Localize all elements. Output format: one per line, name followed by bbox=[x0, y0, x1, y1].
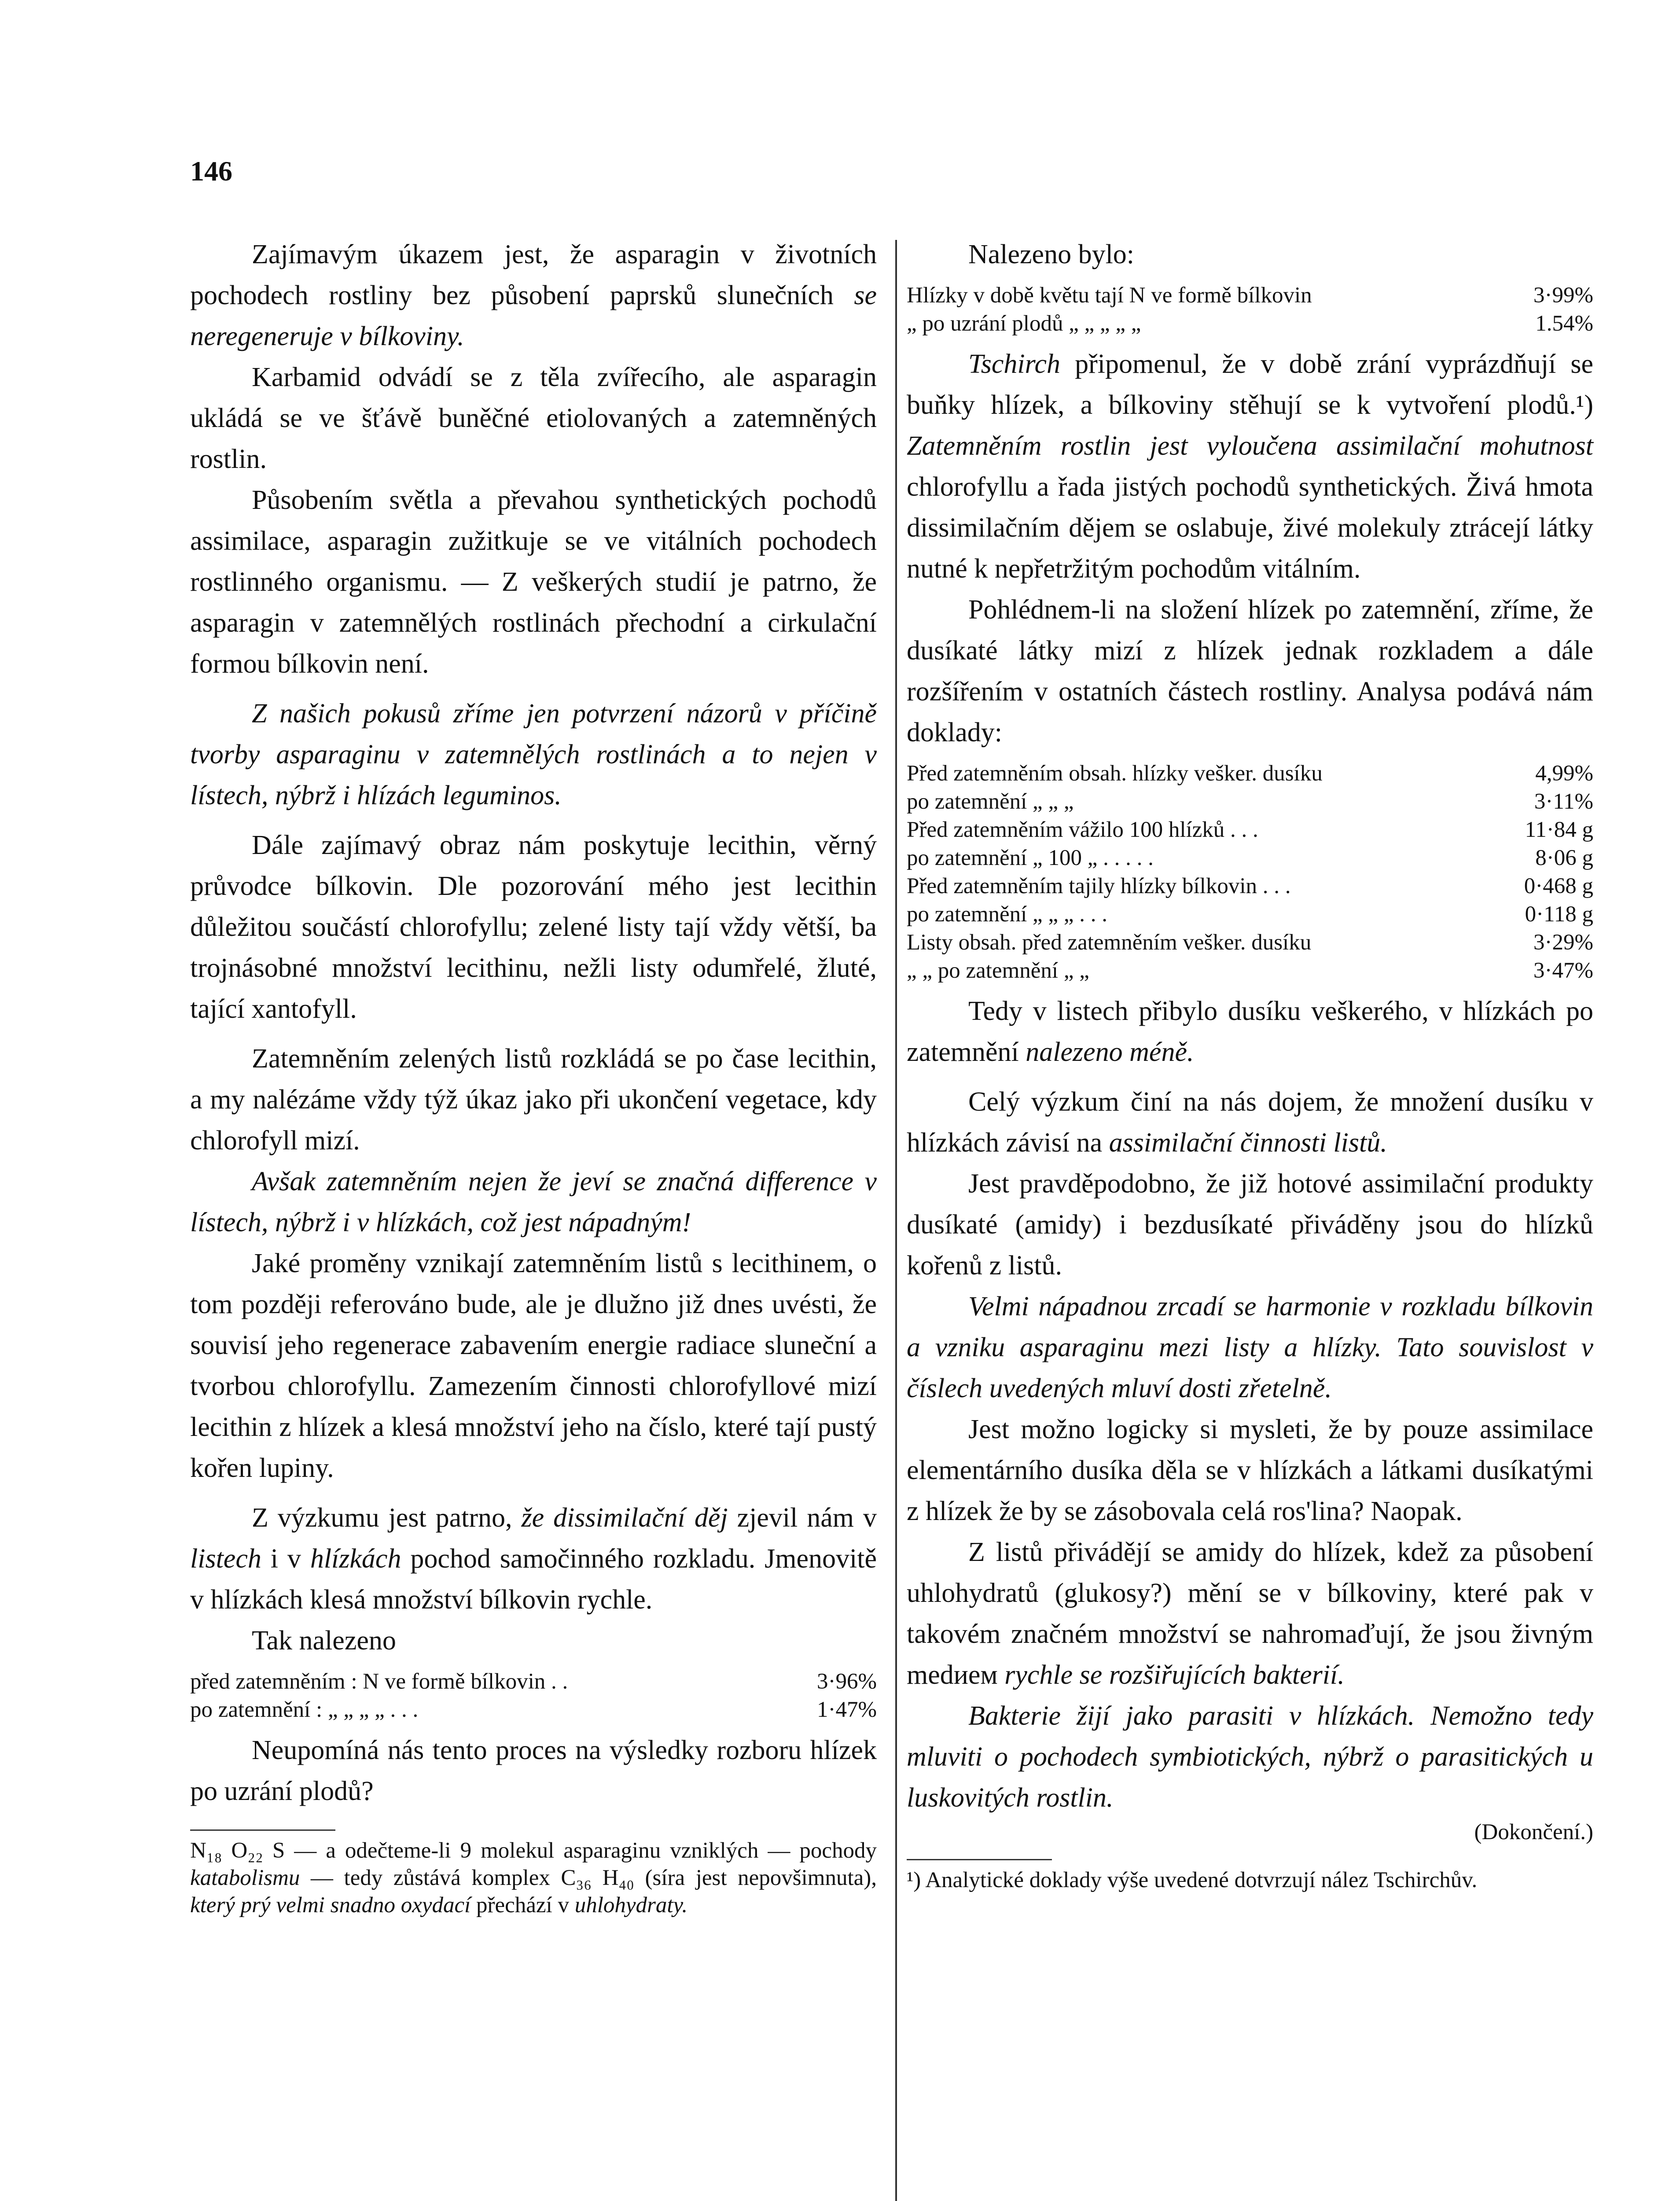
paragraph-italic: Avšak zatemněním nejen že jeví se značná difference v lístech, nýbrž i v hlízkách, což jest nápadným! bbox=[190, 1167, 877, 1237]
table-row: „ „ po zatemnění „ „ 3·47% bbox=[907, 958, 1593, 983]
paragraph-italic: Bakterie žijí jako parasiti v hlízkách. Nemožno tedy mluviti o pochodech symbiotických, nýbrž o parasitických u luskovitých rostlin. bbox=[907, 1701, 1593, 1813]
paragraph: Tschirch připomenul, že v době zrání vyprázdňují se buňky hlízek, a bílkoviny stěhují se k vytvoření plodů.¹) Zatemněním rostlin jest vyloučena assimilační mohutnost chlorofyllu a řada jistých pochodů synthetických. Živá hmota dissimilačním dějem se oslabuje, živé molekuly ztrácejí látky nutné k nepřetržitým pochodům vitálním. bbox=[907, 349, 1594, 584]
left-column bbox=[190, 234, 877, 1919]
table-row: Před zatemněním obsah. hlízky vešker. dusíku 4,99% bbox=[907, 761, 1593, 786]
paragraph: Působením světla a převahou synthetických pochodů assimilace, asparagin zužitkuje se ve vitálních pochodech rostlinného organismu. — Z veškerých studií je patrno, že asparagin v zatemnělých rostlinách přechodní a cirkulační formou bílkovin není. bbox=[190, 485, 877, 679]
table-row: před zatemněním : N ve formě bílkovin . . 3·96% bbox=[190, 1669, 877, 1694]
paragraph: Pohlédnem-li na složení hlízek po zatemnění, zříme, že dusíkaté látky mizí z hlízek jednak rozkladem a dále rozšířením v ostatních částech rostliny. Analysa podává nám doklady: bbox=[907, 595, 1593, 747]
nitrogen-table bbox=[190, 1667, 877, 1724]
paragraph: Nalezeno bylo: bbox=[968, 239, 1135, 269]
paragraph: Celý výzkum činí na nás dojem, že množení dusíku v hlízkách závisí na assimilační činnosti listů. bbox=[907, 1087, 1593, 1158]
paragraph: Karbamid odvádí se z těla zvířecího, ale asparagin ukládá se ve šťávě buněčné etiolovaných a zatemněných rostlin. bbox=[190, 362, 877, 474]
footnote: ¹) Analytické doklady výše uvedené dotvrzují nález Tschirchův. bbox=[907, 1868, 1478, 1892]
footnote-rule bbox=[190, 1829, 335, 1831]
paragraph-italic: Z našich pokusů zříme jen potvrzení názorů v příčině tvorby asparaginu v zatemnělých rostlinách a to nejen v lístech, nýbrž i hlízách leguminos. bbox=[190, 699, 877, 810]
paragraph: Dále zajímavý obraz nám poskytuje lecithin, věrný průvodce bílkovin. Dle pozorování mého jest lecithin důležitou součástí chlorofyllu; zelené listy tají vždy větší, ba trojnásobné množství lecithinu, nežli listy odumřelé, žluté, tající xantofyll. bbox=[190, 830, 877, 1024]
column-divider bbox=[895, 240, 897, 2201]
table-row: Hlízky v době květu tají N ve formě bílkovin 3·99% bbox=[907, 283, 1593, 308]
paragraph: Z výzkumu jest patrno, že dissimilační děj zjevil nám v listech i v hlízkách pochod samočinného rozkladu. Jmenovitě v hlízkách klesá množství bílkovin rychle. bbox=[190, 1503, 877, 1615]
paragraph: Jaké proměny vznikají zatemněním listů s lecithinem, o tom později referováno bude, ale je dlužno již dnes uvésti, že souvisí jeho regenerace zabavením energie radiace sluneční a tvorbou chlorofyllu. Zamezením činnosti chlorofyllové mizí lecithin z hlízek a klesá množství jeho na číslo, které tají pustý kořen lupiny. bbox=[190, 1248, 877, 1483]
table-row: Listy obsah. před zatemněním vešker. dusíku 3·29% bbox=[907, 930, 1593, 955]
continuation-note: (Dokončení.) bbox=[1474, 1820, 1593, 1844]
nodule-table bbox=[907, 281, 1593, 338]
paragraph: Neupomíná nás tento proces na výsledky rozboru hlízek po uzrání plodů? bbox=[190, 1735, 877, 1806]
paragraph-italic: Velmi nápadnou zrcadí se harmonie v rozkladu bílkovin a vzniku asparaginu mezi listy a hlízky. Tato souvislost v číslech uvedených mluví dosti zřetelně. bbox=[907, 1292, 1593, 1403]
table-row: „ po uzrání plodů „ „ „ „ „ 1.54% bbox=[907, 311, 1593, 336]
table-row: po zatemnění „ 100 „ . . . . . 8·06 g bbox=[907, 846, 1593, 870]
table-row: po zatemnění : „ „ „ „ . . . 1·47% bbox=[190, 1697, 877, 1722]
paragraph: Tak nalezeno bbox=[252, 1626, 396, 1656]
paragraph: Jest pravděpodobno, že již hotové assimilační produkty dusíkaté (amidy) i bezdusíkaté přiváděny jsou do hlízků kořenů z listů. bbox=[907, 1169, 1593, 1281]
table-row: po zatemnění „ „ „ . . . 0·118 g bbox=[907, 902, 1593, 927]
paragraph: Tedy v listech přibylo dusíku veškerého, v hlízkách po zatemnění nalezeno méně. bbox=[907, 996, 1593, 1067]
paragraph: Jest možno logicky si mysleti, že by pouze assimilace elementárního dusíka děla se v hlízkách a látkami dusíkatými z hlízek že by se zásobovala celá ros'lina? Naopak. bbox=[907, 1414, 1593, 1526]
right-column bbox=[907, 234, 1593, 1894]
footnote-rule bbox=[907, 1859, 1052, 1860]
table-row: po zatemnění „ „ „ 3·11% bbox=[907, 789, 1593, 814]
footnote-continuation: N₁₈ O₂₂ S — a odečteme-li 9 molekul asparaginu vzniklých — pochody katabolismu — tedy zůstává komplex C₃₆ H₄₀ (síra jest nepovšimnuta), který prý velmi snadno oxydací přechází v uhlohydraty. bbox=[190, 1838, 877, 1918]
page-number: 146 bbox=[190, 155, 232, 187]
paragraph: Zatemněním zelených listů rozkládá se po čase lecithin, a my nalézáme vždy týž úkaz jako při ukončení vegetace, kdy chlorofyll mizí. bbox=[190, 1044, 877, 1156]
table-row: Před zatemněním vážilo 100 hlízků . . . 11·84 g bbox=[907, 817, 1593, 842]
paragraph: Zajímavým úkazem jest, že asparagin v životních pochodech rostliny bez působení paprsků slunečních se neregeneruje v bílkoviny. bbox=[190, 239, 877, 351]
analysis-table bbox=[907, 759, 1593, 985]
paragraph: Z listů přivádějí se amidy do hlízek, kdež za působení uhlohydratů (glukosy?) mění se v bílkoviny, které pak v takovém značném množství se nahromaďují, že jsou živným medием rychle se rozšiřujících bakterií. bbox=[907, 1537, 1593, 1690]
table-row: Před zatemněním tajily hlízky bílkovin . . . 0·468 g bbox=[907, 874, 1593, 898]
